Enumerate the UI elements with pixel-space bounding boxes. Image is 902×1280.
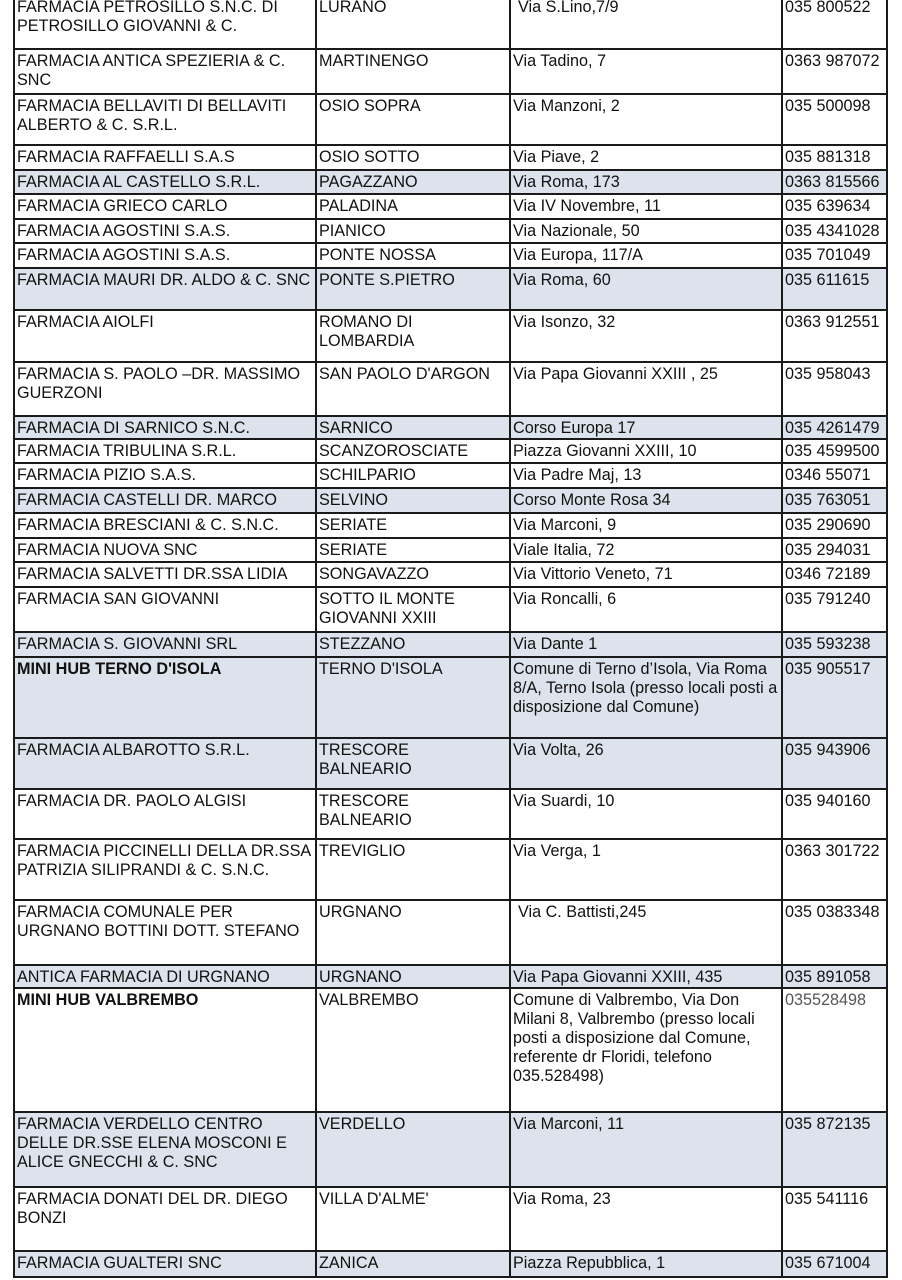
town-cell: VALBREMBO <box>316 988 510 1112</box>
address-cell: Via Roma, 60 <box>510 268 782 310</box>
table-row <box>14 416 887 439</box>
address-cell: Via Roncalli, 6 <box>510 587 782 632</box>
table-row <box>14 657 887 738</box>
table-row <box>14 1187 887 1251</box>
town-cell: VILLA D'ALME' <box>316 1187 510 1251</box>
pharmacy-name-cell: MINI HUB VALBREMBO <box>14 988 316 1112</box>
address-cell: Via Padre Maj, 13 <box>510 463 782 488</box>
table-row <box>14 310 887 362</box>
table-row <box>14 463 887 488</box>
phone-cell: 035 290690 <box>782 513 887 538</box>
address-cell: Via Piave, 2 <box>510 145 782 170</box>
table-row <box>14 170 887 194</box>
phone-cell: 035 701049 <box>782 243 887 268</box>
pharmacy-name-cell: FARMACIA ALBAROTTO S.R.L. <box>14 738 316 789</box>
table-row <box>14 789 887 839</box>
pharmacy-name-cell: FARMACIA DONATI DEL DR. DIEGO BONZI <box>14 1187 316 1251</box>
town-cell: SELVINO <box>316 488 510 513</box>
table-row <box>14 49 887 94</box>
town-cell: URGNANO <box>316 965 510 988</box>
table-row <box>14 362 887 416</box>
table-row <box>14 513 887 538</box>
pharmacy-name-cell: FARMACIA PETROSILLO S.N.C. DI PETROSILLO GIOVANNI & C. <box>14 0 316 49</box>
town-cell: SONGAVAZZO <box>316 562 510 587</box>
town-cell: SCANZOROSCIATE <box>316 439 510 463</box>
phone-cell: 035 881318 <box>782 145 887 170</box>
phone-cell: 0363 912551 <box>782 310 887 362</box>
address-cell: Corso Europa 17 <box>510 416 782 439</box>
phone-cell: 035 0383348 <box>782 900 887 965</box>
pharmacy-name-cell: FARMACIA BRESCIANI & C. S.N.C. <box>14 513 316 538</box>
address-cell: Via Tadino, 7 <box>510 49 782 94</box>
town-cell: SERIATE <box>316 513 510 538</box>
town-cell: OSIO SOTTO <box>316 145 510 170</box>
town-cell: MARTINENGO <box>316 49 510 94</box>
address-cell: Via Suardi, 10 <box>510 789 782 839</box>
town-cell: VERDELLO <box>316 1112 510 1187</box>
pharmacy-name-cell: FARMACIA DR. PAOLO ALGISI <box>14 789 316 839</box>
table-row <box>14 219 887 243</box>
town-cell: LURANO <box>316 0 510 49</box>
town-cell: TREVIGLIO <box>316 839 510 900</box>
phone-cell: 035 541116 <box>782 1187 887 1251</box>
phone-cell: 035528498 <box>782 988 887 1112</box>
phone-cell: 035 940160 <box>782 789 887 839</box>
pharmacy-name-cell: MINI HUB TERNO D'ISOLA <box>14 657 316 738</box>
town-cell: PIANICO <box>316 219 510 243</box>
table-row <box>14 839 887 900</box>
table-row <box>14 145 887 170</box>
pharmacy-name-cell: FARMACIA CASTELLI DR. MARCO <box>14 488 316 513</box>
address-cell: Via Volta, 26 <box>510 738 782 789</box>
pharmacy-name-cell: FARMACIA AL CASTELLO S.R.L. <box>14 170 316 194</box>
pharmacy-name-cell: FARMACIA SALVETTI DR.SSA LIDIA <box>14 562 316 587</box>
phone-cell: 035 671004 <box>782 1251 887 1277</box>
pharmacy-name-cell: FARMACIA ANTICA SPEZIERIA & C. SNC <box>14 49 316 94</box>
phone-cell: 035 891058 <box>782 965 887 988</box>
town-cell: PONTE S.PIETRO <box>316 268 510 310</box>
town-cell: PAGAZZANO <box>316 170 510 194</box>
pharmacy-name-cell: FARMACIA NUOVA SNC <box>14 538 316 562</box>
address-cell: Via Vittorio Veneto, 71 <box>510 562 782 587</box>
town-cell: TERNO D'ISOLA <box>316 657 510 738</box>
table-row <box>14 632 887 657</box>
phone-cell: 0363 301722 <box>782 839 887 900</box>
town-cell: TRESCORE BALNEARIO <box>316 789 510 839</box>
address-cell: Via Europa, 117/A <box>510 243 782 268</box>
town-cell: ROMANO DI LOMBARDIA <box>316 310 510 362</box>
phone-cell: 0363 815566 <box>782 170 887 194</box>
town-cell: SOTTO IL MONTE GIOVANNI XXIII <box>316 587 510 632</box>
phone-cell: 035 872135 <box>782 1112 887 1187</box>
phone-cell: 0346 72189 <box>782 562 887 587</box>
phone-cell: 035 4341028 <box>782 219 887 243</box>
phone-cell: 0346 55071 <box>782 463 887 488</box>
table-row <box>14 738 887 789</box>
pharmacy-name-cell: FARMACIA RAFFAELLI S.A.S <box>14 145 316 170</box>
pharmacy-name-cell: FARMACIA GRIECO CARLO <box>14 194 316 219</box>
town-cell: PALADINA <box>316 194 510 219</box>
phone-cell: 035 905517 <box>782 657 887 738</box>
pharmacy-name-cell: FARMACIA DI SARNICO S.N.C. <box>14 416 316 439</box>
pharmacy-name-cell: FARMACIA PIZIO S.A.S. <box>14 463 316 488</box>
phone-cell: 035 500098 <box>782 94 887 145</box>
pharmacy-name-cell: FARMACIA GUALTERI SNC <box>14 1251 316 1277</box>
address-cell: Comune di Terno d’Isola, Via Roma 8/A, Terno Isola (presso locali posti a disposizione dal Comune) <box>510 657 782 738</box>
pharmacy-name-cell: FARMACIA MAURI DR. ALDO & C. SNC <box>14 268 316 310</box>
table-row <box>14 1251 887 1277</box>
address-cell: Comune di Valbrembo, Via Don Milani 8, Valbrembo (presso locali posti a disposizione dal Comune, referente dr Floridi, telefono 035.528498) <box>510 988 782 1112</box>
table-row <box>14 243 887 268</box>
table-row <box>14 268 887 310</box>
phone-cell: 0363 987072 <box>782 49 887 94</box>
table-row <box>14 900 887 965</box>
address-cell: Via Dante 1 <box>510 632 782 657</box>
phone-cell: 035 800522 <box>782 0 887 49</box>
phone-cell: 035 593238 <box>782 632 887 657</box>
phone-cell: 035 294031 <box>782 538 887 562</box>
town-cell: SARNICO <box>316 416 510 439</box>
address-cell: Via Manzoni, 2 <box>510 94 782 145</box>
address-cell: Viale Italia, 72 <box>510 538 782 562</box>
address-cell: Via Papa Giovanni XXIII, 435 <box>510 965 782 988</box>
phone-cell: 035 4599500 <box>782 439 887 463</box>
table-row <box>14 562 887 587</box>
town-cell: PONTE NOSSA <box>316 243 510 268</box>
address-cell: Via Papa Giovanni XXIII , 25 <box>510 362 782 416</box>
pharmacy-name-cell: FARMACIA PICCINELLI DELLA DR.SSA PATRIZIA SILIPRANDI & C. S.N.C. <box>14 839 316 900</box>
address-cell: Via Marconi, 9 <box>510 513 782 538</box>
town-cell: URGNANO <box>316 900 510 965</box>
address-cell: Piazza Repubblica, 1 <box>510 1251 782 1277</box>
address-cell: Corso Monte Rosa 34 <box>510 488 782 513</box>
table-row <box>14 0 887 49</box>
town-cell: ZANICA <box>316 1251 510 1277</box>
pharmacy-name-cell: FARMACIA AIOLFI <box>14 310 316 362</box>
town-cell: OSIO SOPRA <box>316 94 510 145</box>
phone-cell: 035 943906 <box>782 738 887 789</box>
pharmacy-name-cell: FARMACIA SAN GIOVANNI <box>14 587 316 632</box>
address-cell: Via S.Lino,7/9 <box>510 0 782 49</box>
table-row <box>14 94 887 145</box>
address-cell: Via Nazionale, 50 <box>510 219 782 243</box>
phone-cell: 035 791240 <box>782 587 887 632</box>
pharmacy-name-cell: ANTICA FARMACIA DI URGNANO <box>14 965 316 988</box>
phone-cell: 035 4261479 <box>782 416 887 439</box>
phone-cell: 035 611615 <box>782 268 887 310</box>
table-row <box>14 988 887 1112</box>
table-row <box>14 587 887 632</box>
table-row <box>14 439 887 463</box>
table-row <box>14 538 887 562</box>
address-cell: Via Verga, 1 <box>510 839 782 900</box>
town-cell: SERIATE <box>316 538 510 562</box>
pharmacy-table <box>13 0 888 1278</box>
phone-cell: 035 958043 <box>782 362 887 416</box>
table-row <box>14 194 887 219</box>
pharmacy-name-cell: FARMACIA VERDELLO CENTRO DELLE DR.SSE ELENA MOSCONI E ALICE GNECCHI & C. SNC <box>14 1112 316 1187</box>
pharmacy-name-cell: FARMACIA TRIBULINA S.R.L. <box>14 439 316 463</box>
address-cell: Via IV Novembre, 11 <box>510 194 782 219</box>
address-cell: Via Isonzo, 32 <box>510 310 782 362</box>
address-cell: Piazza Giovanni XXIII, 10 <box>510 439 782 463</box>
pharmacy-name-cell: FARMACIA AGOSTINI S.A.S. <box>14 243 316 268</box>
phone-cell: 035 763051 <box>782 488 887 513</box>
address-cell: Via Roma, 173 <box>510 170 782 194</box>
pharmacy-name-cell: FARMACIA S. GIOVANNI SRL <box>14 632 316 657</box>
pharmacy-name-cell: FARMACIA AGOSTINI S.A.S. <box>14 219 316 243</box>
pharmacy-table-body <box>14 0 887 1277</box>
address-cell: Via Roma, 23 <box>510 1187 782 1251</box>
town-cell: STEZZANO <box>316 632 510 657</box>
phone-cell: 035 639634 <box>782 194 887 219</box>
table-row <box>14 488 887 513</box>
pharmacy-name-cell: FARMACIA BELLAVITI DI BELLAVITI ALBERTO & C. S.R.L. <box>14 94 316 145</box>
town-cell: SAN PAOLO D'ARGON <box>316 362 510 416</box>
town-cell: SCHILPARIO <box>316 463 510 488</box>
address-cell: Via C. Battisti,245 <box>510 900 782 965</box>
pharmacy-name-cell: FARMACIA COMUNALE PER URGNANO BOTTINI DOTT. STEFANO <box>14 900 316 965</box>
table-row <box>14 1112 887 1187</box>
town-cell: TRESCORE BALNEARIO <box>316 738 510 789</box>
table-row <box>14 965 887 988</box>
address-cell: Via Marconi, 11 <box>510 1112 782 1187</box>
pharmacy-name-cell: FARMACIA S. PAOLO –DR. MASSIMO GUERZONI <box>14 362 316 416</box>
